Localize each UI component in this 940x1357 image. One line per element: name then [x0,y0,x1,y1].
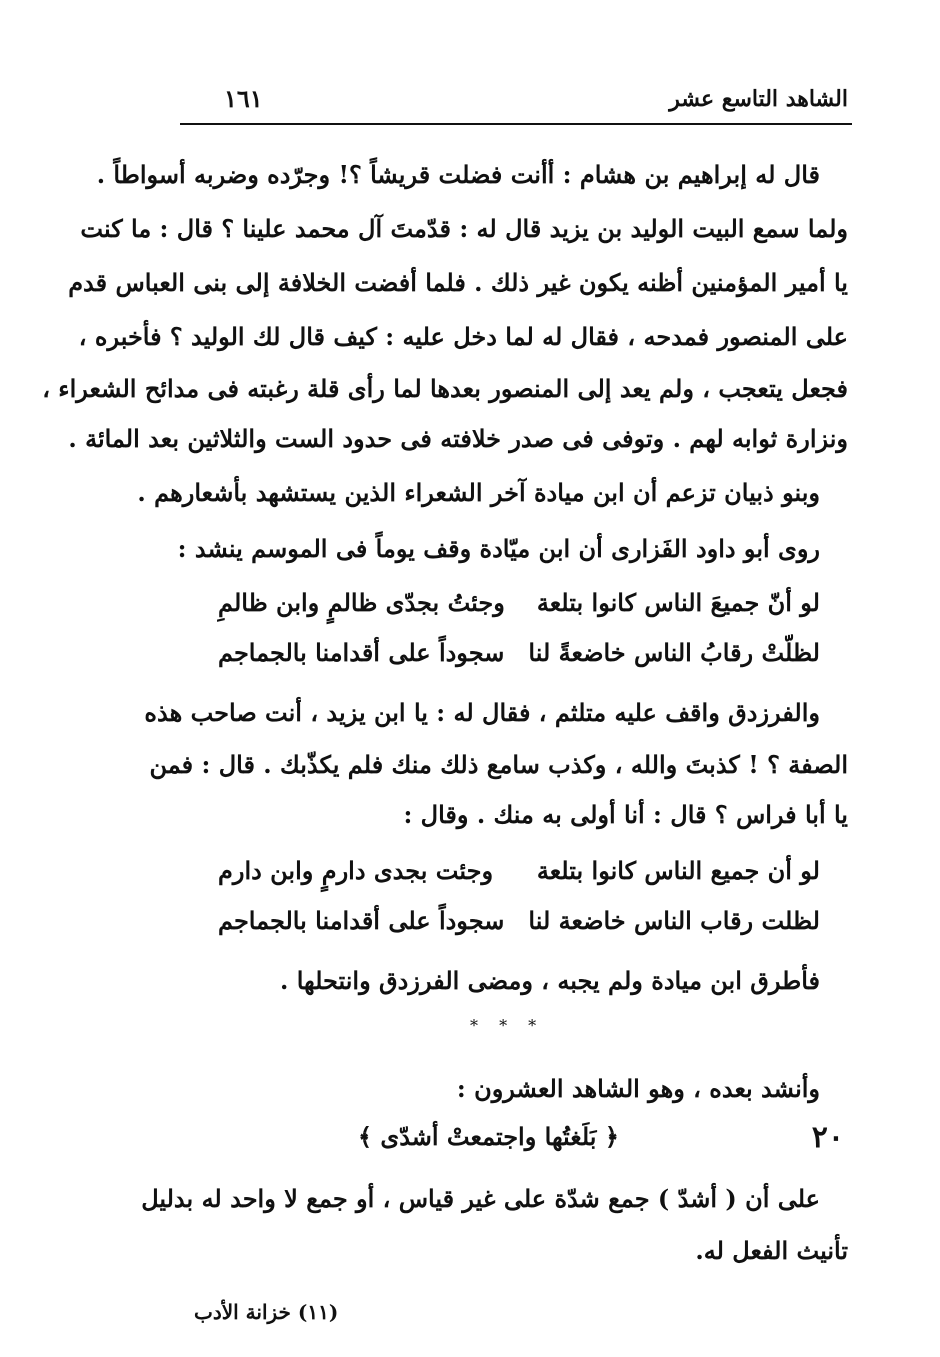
poem-hemistich-first: لظلت رقاب الناس خاضعة لنا [528,906,820,935]
poem-hemistich-second: وجئت بجدى دارمٍ وابن دارم [218,856,494,885]
running-title: الشاهد التاسع عشر [669,86,848,112]
section-divider: * * * [470,1016,545,1035]
paragraph-line: فجعل يتعجب ، ولم يعد إلى المنصور بعدها لما رأى قلة رغبته فى مدائح الشعراء ، [42,374,848,403]
paragraph-line: يا أبا فراس ؟ قال : أنا أولى به منك . وقال : [403,800,848,829]
paragraph-line: قال له إبراهيم بن هشام : أأنت فضلت قريشاً ؟! وجرّده وضربه أسواطاً . [96,160,820,189]
paragraph-line: ونزارة ثوابه لهم . وتوفى فى صدر خلافته فى حدود الست والثلاثين بعد المائة . [68,424,848,453]
paragraph-line: على المنصور فمدحه ، فقال له لما دخل عليه : كيف قال لك الوليد ؟ فأخبره ، [78,322,848,351]
paragraph-line: والفرزدق واقف عليه متلثم ، فقال له : يا ابن يزيد ، أنت صاحب هذه [144,698,820,727]
paragraph-line: الصفة ؟ ! كذبتَ والله ، وكذب سامع ذلك منك فلم يكذّبك . قال : فمن [149,750,848,779]
commentary-line: على أن ( أشدّ ) جمع شدّة على غير قياس ، أو جمع لا واحد له بدليل [141,1184,820,1213]
witness-quote: ﴿ بَلَغتُها واجتمعتْ أشدّى ﴾ [358,1122,619,1151]
paragraph-line: روى أبو داود الفَزارى أن ابن ميّادة وقف يوماً فى الموسم ينشد : [177,534,820,563]
footer-signature: (١١) خزانة الأدب [194,1300,339,1324]
poem-hemistich-second: سجوداً على أقدامنا بالجماجم [218,638,505,667]
page-number: ١٦١ [224,84,263,113]
commentary-line: تأنيث الفعل له. [695,1236,848,1265]
header-rule [180,123,852,125]
poem-hemistich-first: لو أنّ جميعَ الناس كانوا بتلعة [536,588,820,617]
paragraph-line: يا أمير المؤمنين أظنه يكون غير ذلك . فلما أفضت الخلافة إلى بنى العباس قدم [68,268,848,297]
witness-number: ٢٠ [811,1120,844,1155]
poem-hemistich-first: لظلّتْ رقابُ الناس خاضعةً لنا [528,638,820,667]
paragraph-line: وبنو ذبيان تزعم أن ابن ميادة آخر الشعراء الذين يستشهد بأشعارهم . [137,478,820,507]
paragraph-line: وأنشد بعده ، وهو الشاهد العشرون : [456,1074,820,1103]
poem-hemistich-first: لو أن جميع الناس كانوا بتلعة [536,856,820,885]
paragraph-line: فأطرق ابن ميادة ولم يجبه ، ومضى الفرزدق وانتحلها . [279,966,820,995]
poem-hemistich-second: سجوداً على أقدامنا بالجماجم [218,906,505,935]
paragraph-line: ولما سمع البيت الوليد بن يزيد قال له : قدّمتَ آل محمد علينا ؟ قال : ما كنت [80,214,848,243]
poem-hemistich-second: وجئتُ بجدّى ظالمٍ وابن ظالمِ [218,588,505,617]
